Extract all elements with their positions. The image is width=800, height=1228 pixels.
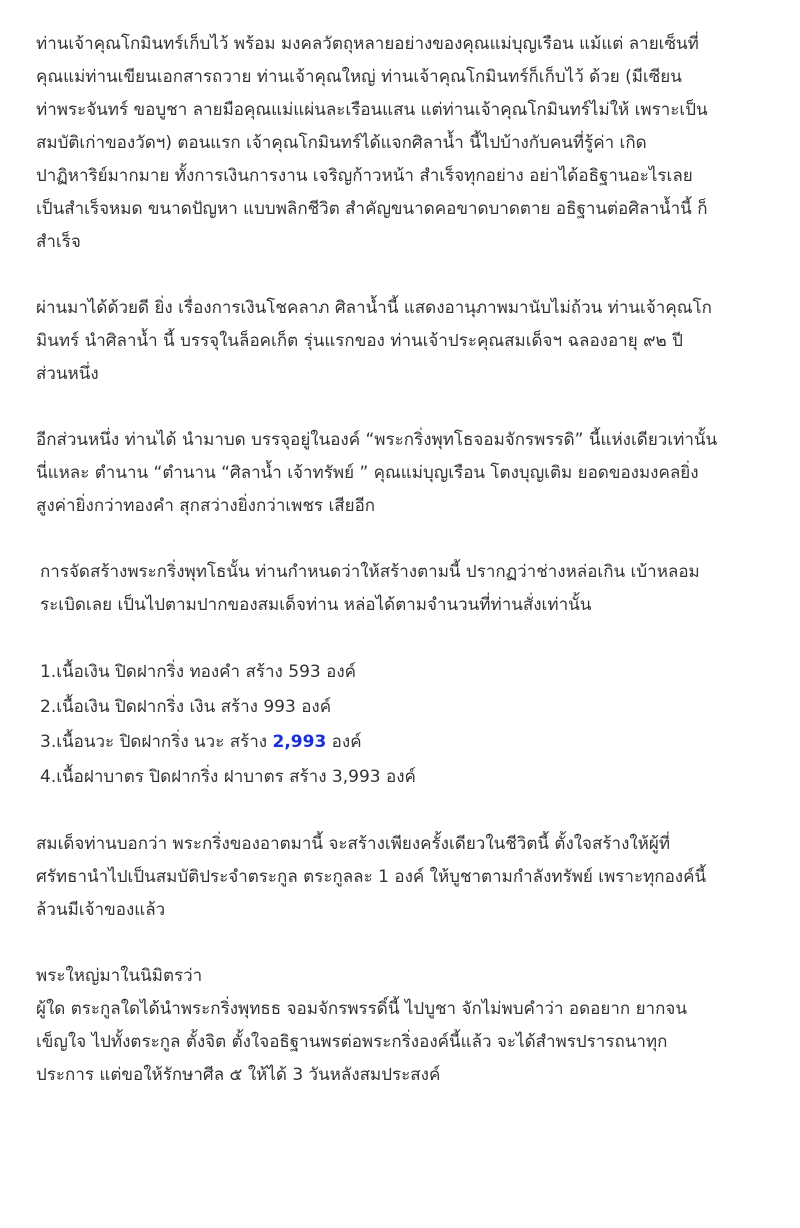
paragraph-spacer xyxy=(36,795,786,828)
article-body xyxy=(0,28,800,1228)
paragraph-1 xyxy=(36,28,786,259)
text-line: ล้วนมีเจ้าของแล้ว xyxy=(36,900,166,920)
text-line: ปาฏิหาริย์มากมาย ทั้งการเงินการงาน เจริญก้าวหน้า สำเร็จทุกอย่าง อย่าได้อธิฐานอะไรเลย xyxy=(36,166,693,186)
text-line: ผู้ใด ตระกูลใดได้นำพระกริ่งพุทธธ จอมจักรพรรดิ์นี้ ไปบูชา จักไม่พบคำว่า อดอยาก ยากจน xyxy=(36,999,687,1019)
paragraph-2 xyxy=(36,292,786,391)
text-line: ผ่านมาได้ด้วยดี ยิ่ง เรื่องการเงินโชคลาภ ศิลาน้ำนี้ แสดงอานุภาพมานับไม่ถ้วน ท่านเจ้าคุณโก xyxy=(36,298,712,318)
text-line: ท่านเจ้าคุณโกมินทร์เก็บไว้ พร้อม มงคลวัตถุหลายอย่างของคุณแม่บุญเรือน แม้แต่ ลายเซ็นที่ xyxy=(36,34,699,54)
text-line: ระเบิดเลย เป็นไปตามปากของสมเด็จท่าน หล่อได้ตามจำนวนที่ท่านสั่งเท่านั้น xyxy=(40,595,592,615)
list-item-text: 3.เนื้อนวะ ปิดฝากริ่ง นวะ สร้าง xyxy=(40,732,273,752)
text-line: ส่วนหนึ่ง xyxy=(36,364,99,384)
text-line: ประการ แต่ขอให้รักษาศีล ๕ ให้ได้ 3 วันหลังสมประสงค์ xyxy=(36,1065,441,1085)
list-item: 4.เนื้อฝาบาตร ปิดฝากริ่ง ฝาบาตร สร้าง 3,993 องค์ xyxy=(40,767,416,787)
text-line: สมเด็จท่านบอกว่า พระกริ่งของอาตมานี้ จะสร้างเพียงครั้งเดียวในชีวิตนี้ ตั้งใจสร้างให้ผู้ที่ xyxy=(36,834,671,854)
text-line: อีกส่วนหนึ่ง ท่านได้ นำมาบด บรรจุอยู่ในองค์ “พระกริ่งพุทโธจอมจักรพรรดิ” นี้แห่งเดียวเท่านั้น xyxy=(36,430,718,450)
list-item-text: องค์ xyxy=(326,732,362,752)
text-line: การจัดสร้างพระกริ่งพุทโธนั้น ท่านกำหนดว่าให้สร้างตามนี้ ปรากฏว่าช่างหล่อเกิน เบ้าหลอม xyxy=(40,562,700,582)
highlighted-quantity: 2,993 xyxy=(272,732,327,752)
text-line: พระใหญ่มาในนิมิตรว่า xyxy=(36,966,203,986)
text-line: สูงค่ายิ่งกว่าทองคำ สุกสว่างยิ่งกว่าเพชร เสียอีก xyxy=(36,496,376,516)
text-line: นี่แหละ ตำนาน “ตำนาน “ศิลาน้ำ เจ้าทรัพย์ ” คุณแม่บุญเรือน โตงบุญเติม ยอดของมงคลยิ่ง xyxy=(36,463,699,483)
paragraph-spacer xyxy=(36,927,786,960)
paragraph-5 xyxy=(36,828,786,927)
text-line: ท่าพระจันทร์ ขอบูชา ลายมือคุณแม่แผ่นละเรือนแสน แต่ท่านเจ้าคุณโกมินทร์ไม่ให้ เพราะเป็น xyxy=(36,100,708,120)
text-line: คุณแม่ท่านเขียนเอกสารถวาย ท่านเจ้าคุณใหญ่ ท่านเจ้าคุณโกมินทร์ก็เก็บไว้ ด้วย (มีเซียน xyxy=(36,67,682,87)
paragraph-spacer xyxy=(36,523,786,556)
list-item: 1.เนื้อเงิน ปิดฝากริ่ง ทองคำ สร้าง 593 องค์ xyxy=(40,662,356,682)
text-line: มินทร์ นำศิลาน้ำ นี้ บรรจุในล็อคเก็ต รุ่นแรกของ ท่านเจ้าประคุณสมเด็จฯ ฉลองอายุ ๙๒ ปี xyxy=(36,331,683,351)
casting-list xyxy=(36,655,786,795)
paragraph-spacer xyxy=(36,259,786,292)
text-line: สำเร็จ xyxy=(36,232,81,252)
paragraph-6 xyxy=(36,960,786,1092)
paragraph-spacer xyxy=(36,622,786,655)
text-line: เข็ญใจ ไปทั้งตระกูล ตั้งจิต ตั้งใจอธิฐานพรต่อพระกริ่งองค์นี้แล้ว จะได้สำพรปรารถนาทุก xyxy=(36,1032,668,1052)
paragraph-spacer xyxy=(36,391,786,424)
list-item: 2.เนื้อเงิน ปิดฝากริ่ง เงิน สร้าง 993 องค์ xyxy=(40,697,332,717)
text-line: ศรัทธานำไปเป็นสมบัติประจำตระกูล ตระกูลละ 1 องค์ ให้บูชาตามกำลังทรัพย์ เพราะทุกองค์นี้ xyxy=(36,867,707,887)
text-line: สมบัติเก่าของวัดฯ) ตอนแรก เจ้าคุณโกมินทร์ได้แจกศิลาน้ำ นี้ไปบ้างกับคนที่รู้ค่า เกิด xyxy=(36,133,647,153)
list-item xyxy=(40,725,786,760)
text-line: เป็นสำเร็จหมด ขนาดปัญหา แบบพลิกชีวิต สำคัญขนาดคอขาดบาดตาย อธิฐานต่อศิลาน้ำนี้ ก็ xyxy=(36,199,708,219)
paragraph-3 xyxy=(36,424,786,523)
paragraph-4 xyxy=(36,556,786,622)
